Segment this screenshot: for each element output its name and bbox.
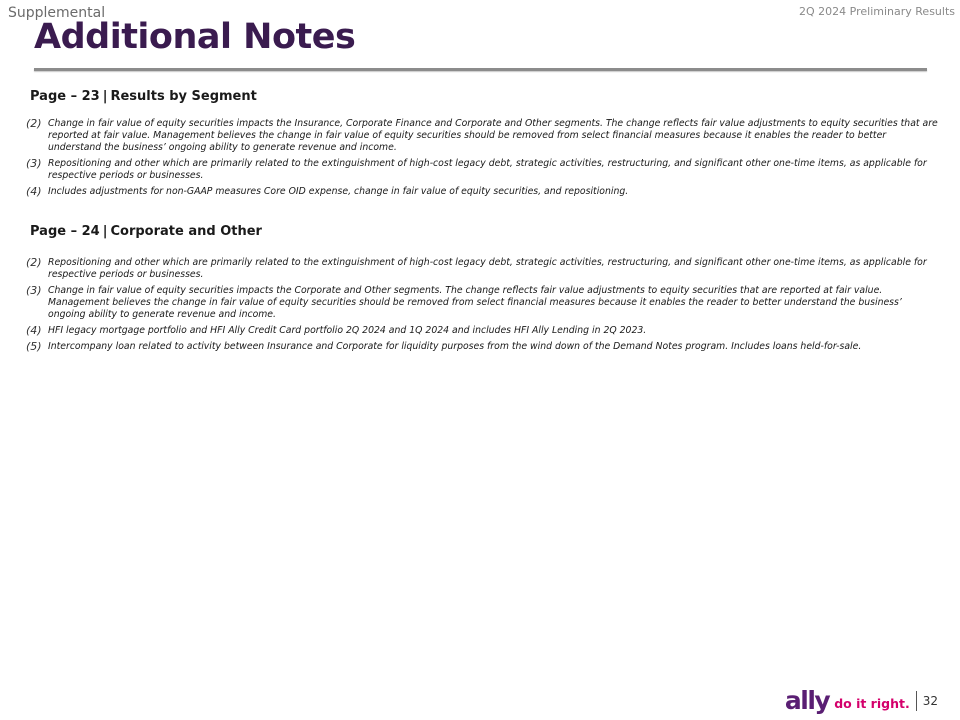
note-item [26,186,938,198]
note-item [26,285,938,321]
note-item [26,158,938,182]
ally-logo [785,688,910,714]
notes-list-page-23 [26,118,938,202]
note-text: Change in fair value of equity securities impacts the Corporate and Other segments. The change reflects fair value adjustments to equity securities that are reported at fair value. Management believes the change in fair value of equity securities should be removed from select financial measures because it enables the reader to better understand the business’ ongoing ability to generate revenue and income. [48,285,902,320]
note-text: HFI legacy mortgage portfolio and HFI Ally Credit Card portfolio 2Q 2024 and 1Q 2024 and includes HFI Ally Lending in 2Q 2023. [48,325,647,336]
page-title: Additional Notes [34,17,356,57]
logo-wordmark: ally [784,686,830,715]
note-number: (4) [26,324,42,337]
section-separator: | [102,89,108,104]
note-item [26,341,938,353]
note-number: (4) [26,185,42,198]
note-text: Includes adjustments for non-GAAP measures Core OID expense, change in fair value of equity securities, and repositioning. [48,186,629,197]
note-item [26,118,938,154]
supplemental-label: Supplemental [8,5,106,21]
section-name: Corporate and Other [110,224,262,239]
section-page-ref: Page – 24 [30,224,100,239]
section-heading-page-24 [30,224,262,239]
page-number: 32 [922,694,938,708]
note-text: Intercompany loan related to activity between Insurance and Corporate for liquidity purposes from the wind down of the Demand Notes program. Includes loans held-for-sale. [48,341,862,352]
section-separator: | [102,224,108,239]
note-number: (3) [26,157,42,170]
footer-divider [916,691,917,711]
note-number: (2) [26,117,42,130]
section-heading-page-23 [30,89,257,104]
section-page-ref: Page – 23 [30,89,100,104]
note-number: (5) [26,340,42,353]
footer [785,688,938,714]
note-number: (3) [26,284,42,297]
note-text: Repositioning and other which are primarily related to the extinguishment of high-cost legacy debt, strategic activities, restructuring, and significant other one-time items, as applicable for respective periods or businesses. [48,158,927,181]
notes-list-page-24 [26,257,938,357]
note-item [26,325,938,337]
report-period-label: 2Q 2024 Preliminary Results [799,5,955,18]
title-divider [34,68,927,71]
note-text: Repositioning and other which are primarily related to the extinguishment of high-cost legacy debt, strategic activities, restructuring, and significant other one-time items, as applicable for respective periods or businesses. [48,257,927,280]
logo-tagline: do it right. [834,696,910,711]
note-number: (2) [26,256,42,269]
note-text: Change in fair value of equity securities impacts the Insurance, Corporate Finance and Corporate and Other segments. The change reflects fair value adjustments to equity securities that are reported at fair value. Management believes the change in fair value of equity securities should be removed from select financial measures because it enables the reader to better understand the business’ ongoing ability to generate revenue and income. [48,118,938,153]
section-name: Results by Segment [110,89,257,104]
note-item [26,257,938,281]
